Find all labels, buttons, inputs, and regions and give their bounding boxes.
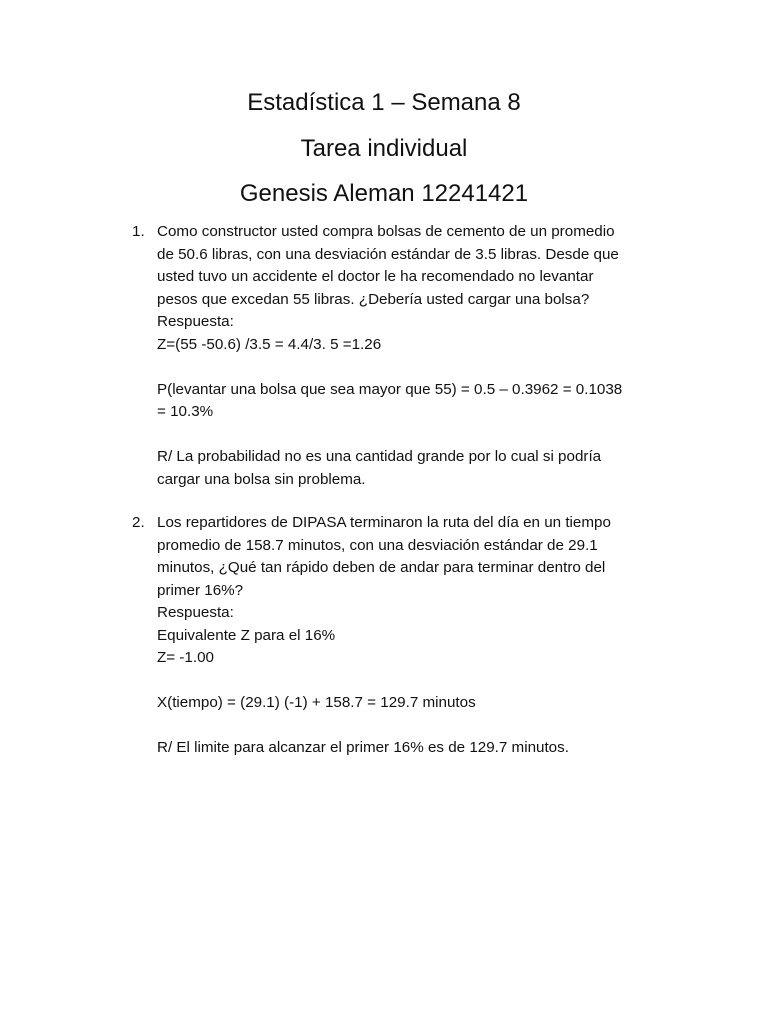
question-1-probability-line: P(levantar una bolsa que sea mayor que 55) = 0.5 – 0.3962 = 0.1038 (157, 380, 623, 398)
question-2-answer-label: Respuesta: (157, 604, 234, 621)
question-2-statement-line: promedio de 158.7 minutos, con una desviación estándar de 29.1 (157, 536, 598, 554)
question-1-statement-line: pesos que excedan 55 libras. ¿Debería usted cargar una bolsa? (157, 290, 590, 308)
question-1-statement-line: usted tuvo un accidente el doctor le ha recomendado no levantar (157, 268, 594, 285)
question-1-number: 1. (132, 223, 145, 240)
question-2-statement-line: Los repartidores de DIPASA terminaron la ruta del día en un tiempo (157, 514, 611, 531)
question-1-statement-line: Como constructor usted compra bolsas de cemento de un promedio (157, 223, 615, 240)
author-line: Genesis Aleman 12241421 (239, 180, 529, 207)
question-2-number: 2. (132, 514, 145, 531)
question-2 (157, 512, 717, 760)
document-subtitle: Tarea individual (300, 135, 468, 162)
question-1-z-calculation: Z=(55 -50.6) /3.5 = 4.4/3. 5 =1.26 (157, 335, 382, 353)
question-2-statement-line: primer 16%? (157, 581, 244, 599)
blank-line (157, 356, 717, 379)
question-1-statement-line: de 50.6 libras, con una desviación estándar de 3.5 libras. Desde que (157, 245, 619, 263)
question-2-statement-line: minutos, ¿Qué tan rápido deben de andar para terminar dentro del (157, 559, 606, 576)
question-1-conclusion-line: cargar una bolsa sin problema. (157, 470, 366, 488)
document-title: Estadística 1 – Semana 8 (247, 89, 521, 116)
question-2-conclusion-line: R/ El limite para alcanzar el primer 16% es de 129.7 minutos. (157, 739, 569, 756)
blank-line (157, 424, 717, 447)
blank-line (157, 715, 717, 738)
question-1-answer-label: Respuesta: (157, 313, 234, 330)
question-1 (157, 221, 717, 491)
question-2-x-calculation: X(tiempo) = (29.1) (-1) + 158.7 = 129.7 minutos (157, 694, 476, 711)
question-2-work-line: Z= -1.00 (157, 649, 214, 666)
question-1-probability-line: = 10.3% (157, 403, 214, 420)
blank-line (157, 670, 717, 693)
question-2-work-line: Equivalente Z para el 16% (157, 626, 336, 644)
question-1-conclusion-line: R/ La probabilidad no es una cantidad grande por lo cual si podría (157, 448, 602, 465)
